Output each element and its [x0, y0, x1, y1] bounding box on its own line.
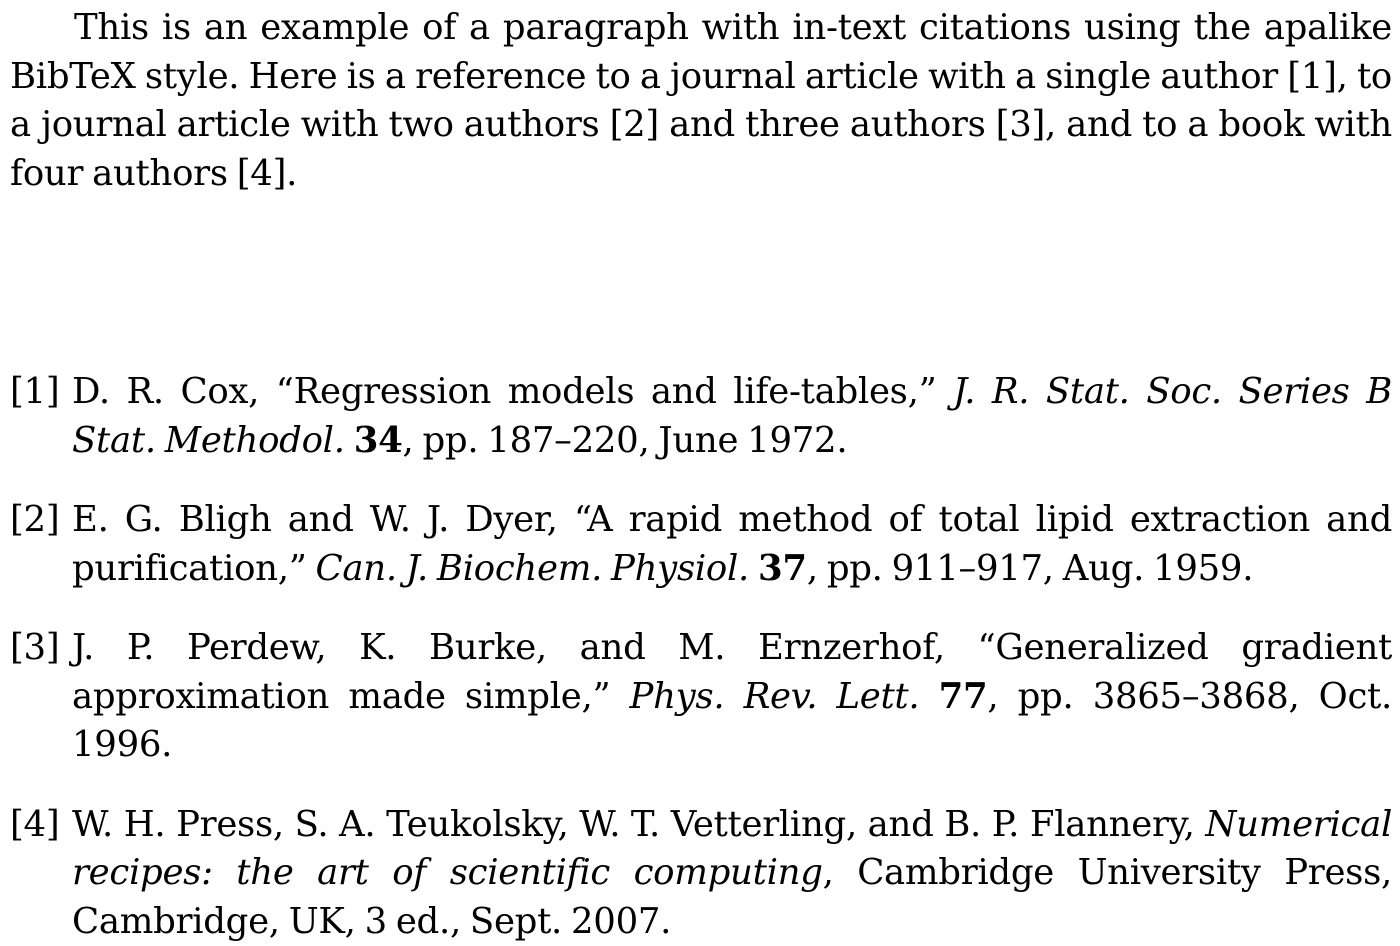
reference-journal: J. R. Stat. Soc. Series B Stat. Methodol.	[72, 371, 1392, 461]
intro-text: This is an example of a paragraph with in-text citations using the apalike BibTeX style. Here is a reference to a journal article with a single author	[10, 7, 1392, 97]
citation-4: [4]	[237, 153, 286, 194]
reference-label: [3]	[10, 624, 59, 673]
reference-label: [2]	[10, 496, 59, 545]
intro-paragraph	[10, 4, 1392, 198]
reference-details: , pp. 187–220, June 1972.	[403, 420, 848, 461]
intro-text: and three authors	[659, 104, 996, 145]
citation-1: [1]	[1287, 56, 1336, 97]
reference-label: [4]	[10, 801, 59, 850]
reference-item-1	[10, 368, 1392, 465]
reference-authors: D. R. Cox,	[72, 371, 276, 412]
intro-text: , and to a book with four authors	[10, 104, 1392, 194]
reference-title: “A rapid method of total lipid extraction and purification,”	[72, 499, 1392, 589]
reference-item-2	[10, 496, 1392, 593]
reference-label: [1]	[10, 368, 59, 417]
reference-volume: 37	[758, 548, 807, 589]
reference-details: , Cambridge University Press, Cambridge, UK, 3 ed., Sept. 2007.	[72, 852, 1392, 942]
reference-item-3	[10, 624, 1392, 770]
citation-3: [3]	[996, 104, 1045, 145]
reference-item-4	[10, 801, 1392, 946]
reference-authors: J. P. Perdew, K. Burke, and M. Ernzerhof,	[72, 627, 978, 668]
reference-journal: Phys. Rev. Lett.	[630, 676, 920, 717]
reference-title: “Regression models and life-tables,”	[276, 371, 953, 412]
reference-volume: 34	[354, 420, 403, 461]
reference-list	[10, 368, 1392, 946]
reference-journal: Can. J. Biochem. Physiol.	[316, 548, 750, 589]
intro-text: , to a journal article with two authors	[10, 56, 1392, 146]
reference-volume: 77	[939, 676, 988, 717]
reference-details: , pp. 911–917, Aug. 1959.	[807, 548, 1253, 589]
reference-book-title: Numerical recipes: the art of scientific computing	[72, 804, 1392, 894]
reference-title: “Generalized gradient approximation made simple,”	[72, 627, 1392, 717]
citation-2: [2]	[610, 104, 659, 145]
intro-text: .	[286, 153, 297, 194]
reference-details: , pp. 3865–3868, Oct. 1996.	[72, 676, 1392, 766]
reference-authors: W. H. Press, S. A. Teukolsky, W. T. Vetterling, and B. P. Flannery,	[72, 804, 1205, 845]
reference-authors: E. G. Bligh and W. J. Dyer,	[72, 499, 574, 540]
